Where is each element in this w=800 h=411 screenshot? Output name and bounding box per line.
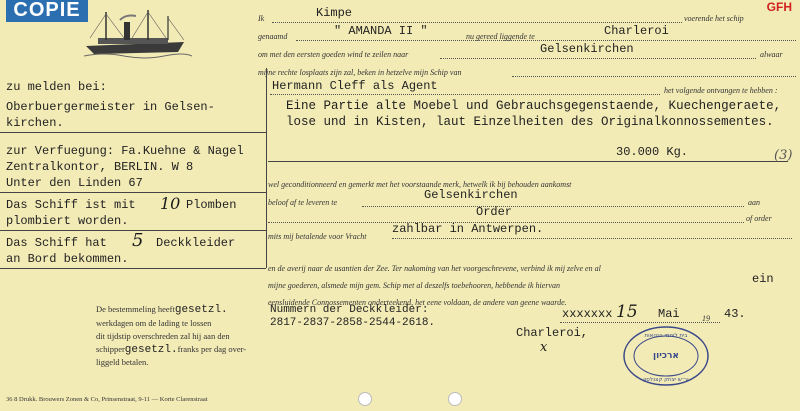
- zu-melden-label: zu melden bei:: [6, 80, 107, 94]
- cargo-weight: 30.000 Kg.: [616, 145, 689, 159]
- plomben-line-2: plombiert worden.: [6, 214, 129, 228]
- printer-imprint: 36 8 Drukk. Brouwers Zonen & Co, Prinsenstraat, 9-11 — Korte Clarenstraat: [6, 396, 208, 403]
- departure-place: Charleroi: [604, 24, 669, 38]
- date-struck: xxxxxxx: [562, 307, 613, 321]
- cargo-line-1: Eine Partie alte Moebel und Gebrauchsgegenstaende, Kuechengeraete,: [286, 99, 782, 113]
- punch-hole-right: [448, 392, 462, 406]
- document-page: COPIE GFH Ik Kimpe voerende het schip genaamd " AMANDA II " nu gereed liggende te Charleroi om met den eersten goeden wind te zeilen naar Gelsenkirchen alwaar mijne rechte losplaats zijn zal, beken in hetzelve mijn Schip van Hermann Cleff als Agent het volgende ontvangen te hebben : Eine Partie alte Moebel und Gebrauchsgegenstaende, Kuechengeraete, lose und in Kisten, laut Einzelheiten des Originalkonnossementes. 30.000 Kg. (3) wel geconditionneerd en gemerkt met het voorstaande merk, hetwelk ik bij behouden aankomst beloof af te leveren te Gelsenkirchen aan Order of order mits mij betalende voor Vracht zahlbar in Antwerpen. en de averij naar de usantien der Zee. Ter nakoming van het voorgeschrevene, verbind ik mij zelve en al mijne goederen, alsmede mijn gem. Schip met al deszelfs toebehooren, hebbende ik hiervan ein eensluidende Connossementen onderteekend, het eene voldaan, de andere van geene waarde. Nummern der Deckkleider: 2817-2837-2858-2544-2618. xxxxxxx 15 Mai 19 43. Charleroi, x zu melden bei: Oberbuergermeister in Gelsen- kirchen. zur Verfuegung: Fa.Kuehne & Nagel Zentralkontor, BERLIN. W 8 Unter den Linden 67 Das Schiff ist mit 10 Plomben plombiert worden. Das Schiff hat 5 Deckkleider an Bord bekommen. De bestemmeling heeftgesetzl. werkdagen om de lading te lossen dit tijdstip overschreden zal hij aan den schippergesetzl.franks per dag over- liggeld betalen. 36 8 Drukk. Brouwers Zonen & Co, Prinsenstraat, 9-11 — Korte Clarenstraat בית לוחמי הגטאות ארכיון ע״ש יצחק קצנלסון: [0, 0, 800, 411]
- plomben-suffix: Plomben: [186, 198, 237, 212]
- punch-hole-left: [358, 392, 372, 406]
- verfuegung-line-2: Zentralkontor, BERLIN. W 8: [6, 160, 194, 174]
- freight-terms: zahlbar in Antwerpen.: [392, 222, 544, 236]
- consignee: Order: [476, 205, 513, 219]
- stamp-text-3: ע״ש יצחק קצנלסון: [643, 377, 689, 383]
- bestemming-line-3: dit tijdstip overschreden zal hij aan den: [96, 331, 230, 341]
- deckkleider-line-2: an Bord bekommen.: [6, 252, 129, 266]
- ship-name: " AMANDA II ": [334, 24, 428, 38]
- agent: Hermann Cleff als Agent: [272, 79, 438, 93]
- date-month: Mai: [658, 307, 680, 321]
- deckkleider-count: 5: [132, 230, 144, 251]
- signature-mark: x: [540, 340, 548, 355]
- gfh-tag: GFH: [766, 0, 792, 14]
- bestemming-line-5: liggeld betalen.: [96, 357, 149, 367]
- date-day: 15: [616, 302, 638, 322]
- ship-illustration: [84, 8, 192, 60]
- stamp-text-2: ארכיון: [653, 351, 679, 361]
- verfuegung-line-3: Unter den Linden 67: [6, 176, 143, 190]
- deck-label: Nummern der Deckkleider:: [270, 304, 429, 316]
- master-name: Kimpe: [316, 6, 353, 20]
- address-line-2: kirchen.: [6, 116, 64, 130]
- bestemming-line-4: schippergesetzl.franks per dag over-: [96, 344, 247, 356]
- date-year: 43.: [724, 307, 746, 321]
- deckkleider-suffix: Deckkleider: [156, 236, 236, 250]
- plomben-prefix: Das Schiff ist mit: [6, 198, 136, 212]
- bestemming-line-1: De bestemmeling heeftgesetzl.: [96, 304, 228, 316]
- date-century: 19: [702, 314, 710, 323]
- deckkleider-prefix: Das Schiff hat: [6, 236, 107, 250]
- stamp-text-1: בית לוחמי הגטאות: [644, 333, 688, 339]
- address-line-1: Oberbuergermeister in Gelsen-: [6, 100, 215, 114]
- signature-place: Charleroi,: [516, 326, 589, 340]
- archive-stamp: [622, 325, 710, 387]
- verfuegung-line-1: zur Verfuegung: Fa.Kuehne & Nagel: [6, 144, 244, 158]
- deck-numbers: 2817-2837-2858-2544-2618.: [270, 317, 436, 329]
- delivery-place: Gelsenkirchen: [424, 188, 518, 202]
- margin-note: (3): [774, 148, 793, 163]
- copie-stamp: COPIE: [6, 0, 88, 22]
- copies-count: ein: [752, 272, 774, 286]
- destination: Gelsenkirchen: [540, 42, 634, 56]
- plomben-count: 10: [160, 194, 181, 213]
- cargo-line-2: lose und in Kisten, laut Einzelheiten des Originalkonnossementes.: [286, 115, 774, 129]
- bestemming-line-2: werkdagen om de lading te lossen: [96, 318, 212, 328]
